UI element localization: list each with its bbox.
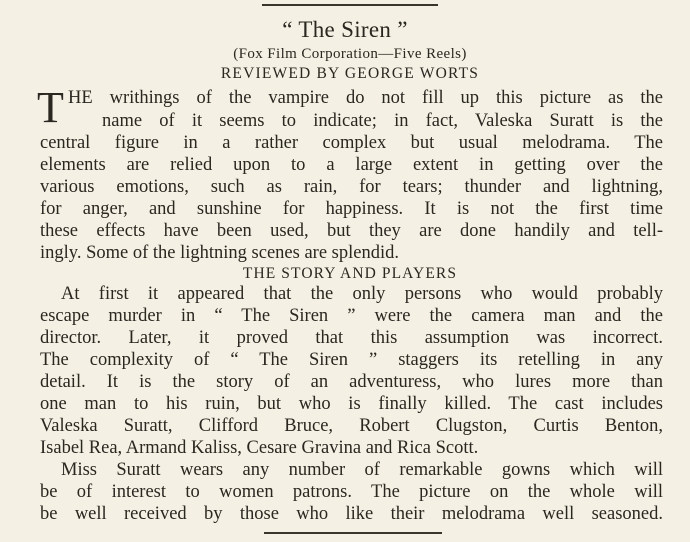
paragraph2-line: The complexity of “ The Siren ” staggers its retelling in any [40, 350, 663, 370]
paragraph1-line: central figure in a rather complex but usual melodrama. The [40, 133, 663, 153]
paragraph2-line: Isabel Rea, Armand Kaliss, Cesare Gravina and Rica Scott. [40, 438, 479, 458]
paragraph2-line: director. Later, it proved that this assumption was incorrect. [40, 328, 663, 348]
paragraph3-line: be well received by those who like their melodrama well seasoned. [40, 504, 663, 524]
paragraph2-line: At first it appeared that the only persons who would probably [61, 284, 663, 304]
section-heading: THE STORY AND PLAYERS [242, 265, 458, 282]
drop-cap: T [37, 83, 64, 132]
paragraph1-line: these effects have been used, but they are done handily and tell- [40, 221, 663, 241]
paragraph2-line: Valeska Suratt, Clifford Bruce, Robert Clugston, Curtis Benton, [40, 416, 663, 436]
paragraph3-line: Miss Suratt wears any number of remarkable gowns which will [61, 460, 663, 480]
paragraph3-line: be of interest to women patrons. The picture on the whole will [40, 482, 663, 502]
paragraph1-line: various emotions, such as rain, for tears; thunder and lightning, [40, 177, 663, 197]
paragraph1-line: elements are relied upon to a large extent in getting over the [40, 155, 663, 175]
article-subtitle: (Fox Film Corporation—Five Reels) [233, 46, 467, 62]
paragraph1-line: HE writhings of the vampire do not fill up this picture as the [68, 88, 663, 108]
paragraph1-line: ingly. Some of the lightning scenes are splendid. [40, 243, 399, 263]
paragraph1-line: name of it seems to indicate; in fact, Valeska Suratt is the [102, 111, 663, 131]
paragraph2-line: escape murder in “ The Siren ” were the camera man and the [40, 306, 663, 326]
article-byline: REVIEWED BY GEORGE WORTS [220, 65, 480, 82]
article-title: “ The Siren ” [282, 17, 408, 42]
paragraph2-line: detail. It is the story of an adventuress, who lures more than [40, 372, 663, 392]
paragraph1-line: for anger, and sunshine for happiness. It is not the first time [40, 199, 663, 219]
paragraph2-line: one man to his ruin, but who is finally killed. The cast includes [40, 394, 663, 414]
bottom-rule [264, 532, 442, 534]
top-rule [262, 4, 438, 6]
